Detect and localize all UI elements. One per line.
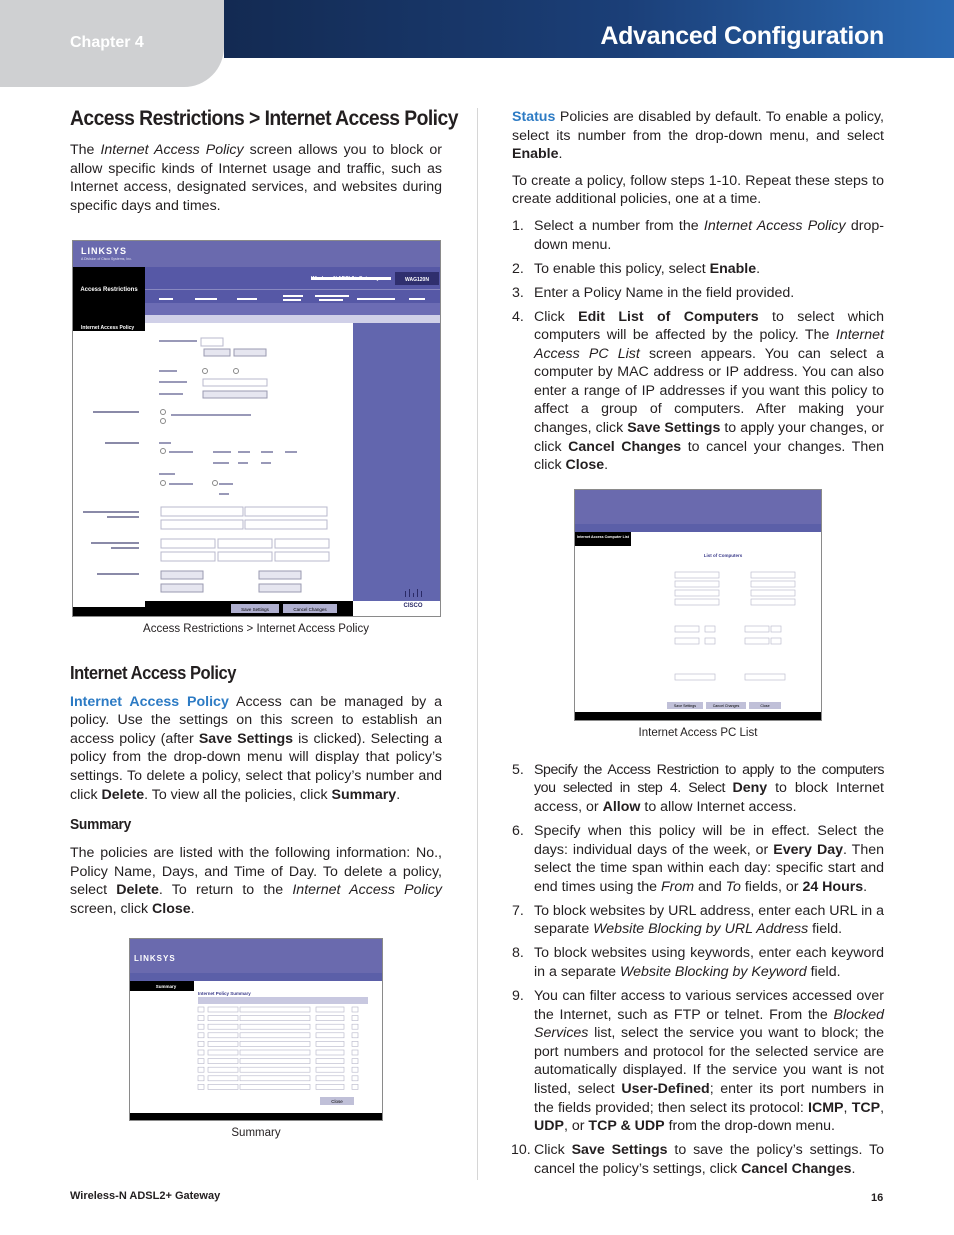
summary-row-cell: [198, 1024, 204, 1029]
summary-row-cell: [316, 1007, 344, 1012]
svg-text:Access Restrictions: Access Restrictions: [80, 286, 138, 293]
summary-row-cell: [352, 1041, 358, 1046]
summary-row-cell: [208, 1050, 238, 1055]
summary-row-cell: [208, 1024, 238, 1029]
footer-product: Wireless-N ADSL2+ Gateway: [70, 1190, 221, 1202]
summary-row-cell: [208, 1041, 238, 1046]
summary-row-cell: [198, 1067, 204, 1072]
steps-list-b: [512, 761, 884, 1178]
summary-heading: Summary: [70, 816, 131, 834]
screenshot-internet-access-policy: [72, 240, 441, 617]
figure-caption: Access Restrictions > Internet Access Policy: [143, 622, 369, 635]
steps-list-a: [512, 217, 884, 475]
summary-row-cell: [316, 1024, 344, 1029]
subsection-heading: Internet Access Policy: [70, 662, 236, 683]
summary-row-cell: [316, 1067, 344, 1072]
summary-row-cell: [352, 1084, 358, 1089]
screenshot-summary: [129, 938, 383, 1121]
mac-field: [751, 599, 795, 605]
summary-screen-graphic: [130, 939, 383, 1121]
summary-row-cell: [208, 1067, 238, 1072]
figure-internet-access-policy: [70, 240, 442, 635]
right-column: [512, 108, 884, 1184]
summary-row-cell: [198, 1050, 204, 1055]
mac-field: [675, 581, 719, 587]
pc-list-screen-graphic: [575, 490, 822, 721]
mac-field: [751, 590, 795, 596]
intro-paragraph: The Internet Access Policy screen allows you to block or allow specific kinds of Internet usage and traffic, such as Internet access, designated services, and websites during specific days and times.: [70, 142, 443, 214]
summary-row-cell: [240, 1058, 310, 1063]
svg-text:Wireless-N ADSL2+ Gateway: Wireless-N ADSL2+ Gateway: [311, 275, 380, 282]
list-item: 7. To block websites by URL address, enter each URL in a separate Website Blocking by URL Address field.: [512, 902, 884, 938]
ip-field: [745, 626, 769, 632]
summary-row-cell: [208, 1007, 238, 1012]
figure-caption: Summary: [231, 1126, 281, 1139]
summary-row-cell: [352, 1075, 358, 1080]
chapter-label: Chapter 4: [70, 34, 144, 51]
summary-row-cell: [240, 1007, 310, 1012]
ip-field: [675, 626, 699, 632]
summary-row-cell: [240, 1075, 310, 1080]
summary-row-cell: [240, 1024, 310, 1029]
summary-row-cell: [352, 1058, 358, 1063]
summary-row-cell: [316, 1050, 344, 1055]
summary-row-cell: [240, 1067, 310, 1072]
summary-row-cell: [240, 1050, 310, 1055]
svg-text:Close: Close: [760, 703, 770, 708]
ip-field: [705, 626, 715, 632]
summary-row-cell: [316, 1015, 344, 1020]
policy-screen-graphic: [73, 241, 441, 617]
summary-row-cell: [208, 1084, 238, 1089]
page-title: Advanced Configuration: [600, 22, 884, 50]
svg-text:Internet Policy Summary: Internet Policy Summary: [198, 990, 251, 996]
summary-row-cell: [198, 1041, 204, 1046]
svg-text:LINKSYS: LINKSYS: [81, 245, 128, 256]
left-column: [70, 106, 458, 1139]
summary-row-cell: [316, 1032, 344, 1037]
ip-range-field: [675, 674, 715, 680]
svg-text:Internet Access Computer List: Internet Access Computer List: [577, 534, 629, 539]
summary-row-cell: [198, 1032, 204, 1037]
ip-range-field: [745, 674, 785, 680]
svg-text:WAG120N: WAG120N: [405, 276, 429, 283]
summary-row-cell: [208, 1032, 238, 1037]
mac-field: [751, 572, 795, 578]
mac-field: [751, 581, 795, 587]
policy-paragraph: Internet Access Policy Access can be managed by a policy. Use the settings on this screen to establish an access policy (after Save Settings is clicked). Selecting a policy from the drop-down menu will display that policy’s settings. To delete a policy, select that policy’s number and click Delete. To view all the policies, click Summary.: [70, 693, 443, 803]
summary-paragraph: The policies are listed with the following information: No., Policy Name, Days, and Time of Day. To delete a policy, select Delete. To return to the Internet Access Policy screen, click Close.: [70, 845, 442, 917]
list-item: 1. Select a number from the Internet Access Policy drop-down menu.: [512, 217, 885, 253]
list-item: 10. Click Save Settings to save the policy’s settings. To cancel the policy’s settings, click Cancel Changes.: [511, 1142, 884, 1177]
summary-row-cell: [352, 1050, 358, 1055]
svg-text:Summary: Summary: [155, 983, 177, 989]
summary-row-cell: [240, 1032, 310, 1037]
status-paragraph: Status Policies are disabled by default. To enable a policy, select its number from the drop-down menu, and select Enable.: [512, 109, 884, 163]
summary-row-cell: [240, 1084, 310, 1089]
summary-row-cell: [240, 1041, 310, 1046]
summary-row-cell: [198, 1075, 204, 1080]
summary-row-cell: [352, 1007, 358, 1012]
list-item: 5. Specify the Access Restriction to apply to the computers you selected in step 4. Select Deny to block Internet access, or Allow to allow Internet access.: [512, 761, 884, 816]
svg-text:CISCO: CISCO: [403, 602, 423, 609]
ip-field: [705, 638, 715, 644]
summary-row-cell: [240, 1015, 310, 1020]
summary-row-cell: [352, 1024, 358, 1029]
mac-field: [675, 572, 719, 578]
summary-row-cell: [316, 1058, 344, 1063]
create-paragraph: To create a policy, follow steps 1-10. Repeat these steps to create additional policies, one at a time.: [512, 172, 884, 208]
summary-row-cell: [316, 1075, 344, 1080]
svg-text:List of Computers: List of Computers: [703, 552, 743, 558]
screenshot-pc-list: [574, 489, 822, 721]
page-number: 16: [871, 1192, 884, 1204]
summary-row-cell: [198, 1084, 204, 1089]
mac-field: [675, 599, 719, 605]
svg-text:Cancel Changes: Cancel Changes: [293, 606, 327, 612]
ip-field: [771, 626, 781, 632]
list-item: 4. Click Edit List of Computers to select which computers will be affected by the policy. The Internet Access PC List screen appears. You can select a computer by MAC address or IP address. You can also enter a range of IP addresses if you want this policy to affect a group of computers. After making your changes, click Save Settings to apply your changes, or click Cancel Changes to cancel your changes. Then click Close.: [512, 308, 884, 474]
summary-row-cell: [208, 1058, 238, 1063]
column-divider: [477, 108, 478, 1180]
svg-text:A Division of Cisco Systems, I: A Division of Cisco Systems, Inc.: [81, 256, 132, 261]
list-item: 8. To block websites using keywords, enter each keyword in a separate Website Blocking by Keyword field.: [512, 945, 884, 980]
list-item: 6. Specify when this policy will be in effect. Select the days: individual days of the week, or Every Day. Then select the time span within each day: specific start and end times using the From and To fields, or 24 Hours.: [512, 823, 885, 895]
figure-pc-list: [512, 489, 884, 739]
svg-text:LINKSYS: LINKSYS: [134, 953, 176, 963]
summary-row-cell: [208, 1075, 238, 1080]
mac-field: [675, 590, 719, 596]
summary-row-cell: [352, 1032, 358, 1037]
summary-row-cell: [316, 1041, 344, 1046]
summary-row-cell: [198, 1007, 204, 1012]
ip-field: [745, 638, 769, 644]
summary-row-cell: [352, 1067, 358, 1072]
summary-row-cell: [316, 1084, 344, 1089]
ip-field: [675, 638, 699, 644]
ip-field: [771, 638, 781, 644]
figure-caption: Internet Access PC List: [638, 726, 758, 739]
summary-row-cell: [198, 1058, 204, 1063]
summary-row-cell: [352, 1015, 358, 1020]
section-heading: Access Restrictions > Internet Access Policy: [70, 107, 458, 130]
figure-summary: [70, 938, 442, 1139]
summary-row-cell: [198, 1015, 204, 1020]
svg-text:Cancel Changes: Cancel Changes: [712, 703, 740, 708]
svg-text:Internet Access Policy: Internet Access Policy: [81, 324, 135, 331]
list-item: 9. You can filter access to various services accessed over the Internet, such as FTP or telnet. From the Blocked Services list, select the service you want to block; the port numbers and protocol for the selected service are automatically displayed. If the service you want is not listed, select User-Defined; enter its port numbers in the fields provided; then select its protocol: ICMP, TCP, UDP, or TCP & UDP from the drop-down menu.: [512, 987, 885, 1135]
svg-text:Save Settings: Save Settings: [673, 703, 697, 708]
list-item: 3. Enter a Policy Name in the field provided.: [512, 284, 795, 301]
svg-text:Save Settings: Save Settings: [241, 606, 269, 612]
summary-row-cell: [208, 1015, 238, 1020]
list-item: 2. To enable this policy, select Enable.: [512, 260, 761, 277]
svg-text:Close: Close: [331, 1098, 343, 1104]
